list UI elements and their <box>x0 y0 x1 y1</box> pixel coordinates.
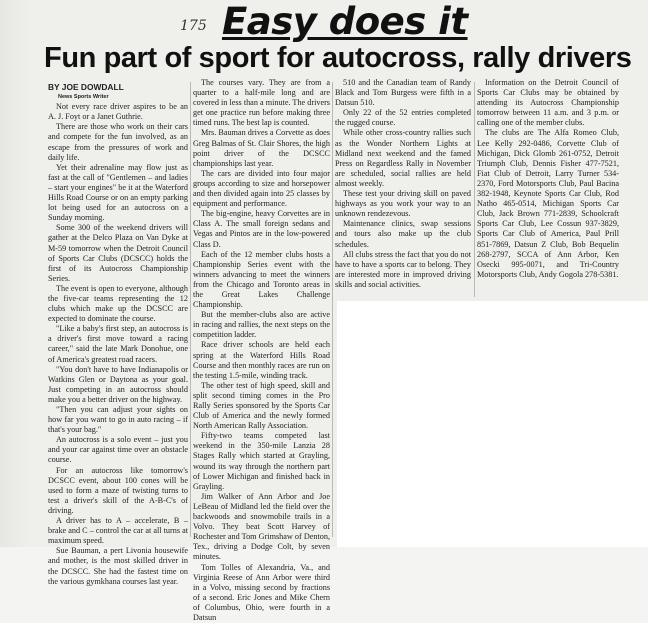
paragraph: For an autocross like tomorrow's DCSCC event, about 100 cones will be used to form a maze of twisting turns to test a driver's skill of the A-B-C's of driving. <box>48 466 188 516</box>
main-headline: Fun part of sport for autocross, rally drivers <box>44 42 632 75</box>
column-3-body <box>335 78 471 290</box>
paragraph: While other cross-country rallies such as the Wonder Northern Lights at Midland next weekend and the famed Press on Regardless Rally in November are scheduled, social rallies are held almost weekly. <box>335 128 471 189</box>
paragraph: Sue Bauman, a pert Livonia housewife and mother, is the most skilled driver in the DCSCC. She had the fastest time on the various gymkhana courses last year. <box>48 546 188 586</box>
column-4-body <box>477 78 619 280</box>
paragraph: Mrs. Bauman drives a Corvette as does Greg Balmas of St. Clair Shores, the high point driver of the DCSCC championships last year. <box>193 128 330 168</box>
paragraph: The other test of high speed, skill and split second timing comes in the Pro Rally Series sponsored by the Sports Car Club of America and the newly formed North American Rally Association. <box>193 381 330 431</box>
paragraph: "Then you can adjust your sights on how far you want to go in auto racing – if that's your bag." <box>48 405 188 435</box>
paragraph: Only 22 of the 52 entries completed the rugged course. <box>335 108 471 128</box>
paragraph: These test your driving skill on paved highways as you work your way to an unknown rendezevous. <box>335 189 471 219</box>
handwritten-page-number: 175 <box>180 18 207 34</box>
paragraph: Not every race driver aspires to be an A. J. Foyt or a Janet Guthrie. <box>48 102 188 122</box>
article-column-4 <box>477 78 619 280</box>
paragraph: An autocross is a solo event – just you and your car against time over an obstacle course. <box>48 435 188 465</box>
paragraph: Yet their adrenaline may flow just as fast at the call of "Gentlemen – and ladies – start your engines" be it at the Waterford Hills Road Course or on an empty parking lot being used for an autocross on a Sunday morning. <box>48 163 188 224</box>
column-rule <box>332 82 333 537</box>
paragraph: Fifty-two teams competed last weekend in the 350-mile Lanzia 28 Stages Rally which started at Grayling, wound its way through the northern part of Lower Michigan and finished back in Grayling. <box>193 431 330 492</box>
paragraph: The cars are divided into four major groups according to size and horsepower and then divided again into 25 classes by equipment and performance. <box>193 169 330 209</box>
column-1-body <box>48 102 188 587</box>
paragraph: "You don't have to have Indianapolis or Watkins Glen or Daytona as your goal. Just competing in an autocross should make you a better driver on the highway. <box>48 365 188 405</box>
paragraph: The big-engine, heavy Corvettes are in Class A. The small foreign sedans and Vegas and Pintos are in the low-powered Class D. <box>193 209 330 249</box>
paragraph: There are those who work on their cars and compete for the fun involved, as an escape from the pressures of work and daily life. <box>48 122 188 162</box>
article-column-1 <box>48 82 188 587</box>
paragraph: "Like a baby's first step, an autocross is a driver's first move toward a racing career," said the late Mark Donohue, one of America's greatest road racers. <box>48 324 188 364</box>
article-column-3 <box>335 78 471 290</box>
column-2-body <box>193 78 330 623</box>
paragraph: Maintenance clinics, swap sessions and tours also make up the club schedules. <box>335 219 471 249</box>
column-rule <box>190 82 191 537</box>
paragraph: Jim Walker of Ann Arbor and Joe LeBeau of Midland led the field over the backwoods and snowmobile trails in a Volvo. They beat Scott Harvey of Rochester and Tom Grimshaw of Denton, Tex., driving a Dodge Colt, by seven minutes. <box>193 492 330 563</box>
paragraph: The courses vary. They are from a quarter to a half-mile long and are covered in less than a minute. The drivers get one practice run before making three timed runs. The best lap is counted. <box>193 78 330 128</box>
paragraph: The clubs are The Alfa Romeo Club, Lee Kelly 292-0486, Corvette Club of Michigan, Dick Glomb 261-0752, Detroit Triumph Club, Dennis Fisher 477-7521, Fiat Club of Detroit, Larry Turner 534-2370, Ford Motorsports Club, Paul Bacina 382-1948, Keynote Sports Car Club, Rod Natho 465-0514, Michigan Sports Car Club, Jack Brown 771-2839, Schoolcraft Sports Car Club, Lee Cossun 937-3829, Sports Car Club of America, Paul Prill 851-7869, Datsun Z Club, Bob Bequelin 268-2797, SCCA of Ann Arbor, Ken Osecki 995-0071, and Tri-Country Motorsports Club, Andy Gogola 278-5381. <box>477 128 619 279</box>
paragraph: All clubs stress the fact that you do not have to have a sports car to belong. They are interested more in improved driving skills and social activities. <box>335 250 471 290</box>
paragraph: A driver has to A – accelerate, B – brake and C – control the car at all turns at maximum speed. <box>48 516 188 546</box>
column-rule <box>474 82 475 297</box>
kicker-headline: Easy does it <box>222 0 468 43</box>
paragraph: Some 300 of the weekend drivers will gather at the Delco Plaza on Van Dyke at M-59 tomorrow when the Detroit Council of Sports Car Clubs (DCSCC) holds the first of its Autocross Championship Series. <box>48 223 188 284</box>
paragraph: Information on the Detroit Council of Sports Car Clubs may be obtained by attending its Autocross Championship tomorrow between 11 a.m. and 3 p.m. or calling one of the member clubs. <box>477 78 619 128</box>
article-column-2 <box>193 78 330 623</box>
blank-area <box>337 301 648 547</box>
clipping-edge-shadow <box>0 0 30 547</box>
paragraph: Tom Tolles of Alexandria, Va., and Virginia Reese of Ann Arbor were third in a Volvo, missing second by fractions of a second. Eric Jones and Mike Chern of Columbus, Ohio, were fourth in a Datsun <box>193 563 330 623</box>
paragraph: Race driver schools are held each spring at the Waterford Hills Road Course and then monthly races are run on the testing 1.5-mile, winding track. <box>193 340 330 380</box>
paragraph: Each of the 12 member clubs hosts a Championship Series event with the winners advancing to meet the winners from the Chicago and Toronto areas in the Great Lakes Challenge Championship. <box>193 250 330 311</box>
paragraph: The event is open to everyone, although the five-car teams representing the 12 clubs which make up the DCSCC are expected to dominate the course. <box>48 284 188 324</box>
byline-title: News Sports Writer <box>48 92 188 102</box>
byline: BY JOE DOWDALL <box>48 82 188 92</box>
paragraph: 510 and the Canadian team of Randy Black and Tom Burgess were fifth in a Datsun 510. <box>335 78 471 108</box>
paragraph: But the member-clubs also are active in racing and rallies, the next steps on the competition ladder. <box>193 310 330 340</box>
